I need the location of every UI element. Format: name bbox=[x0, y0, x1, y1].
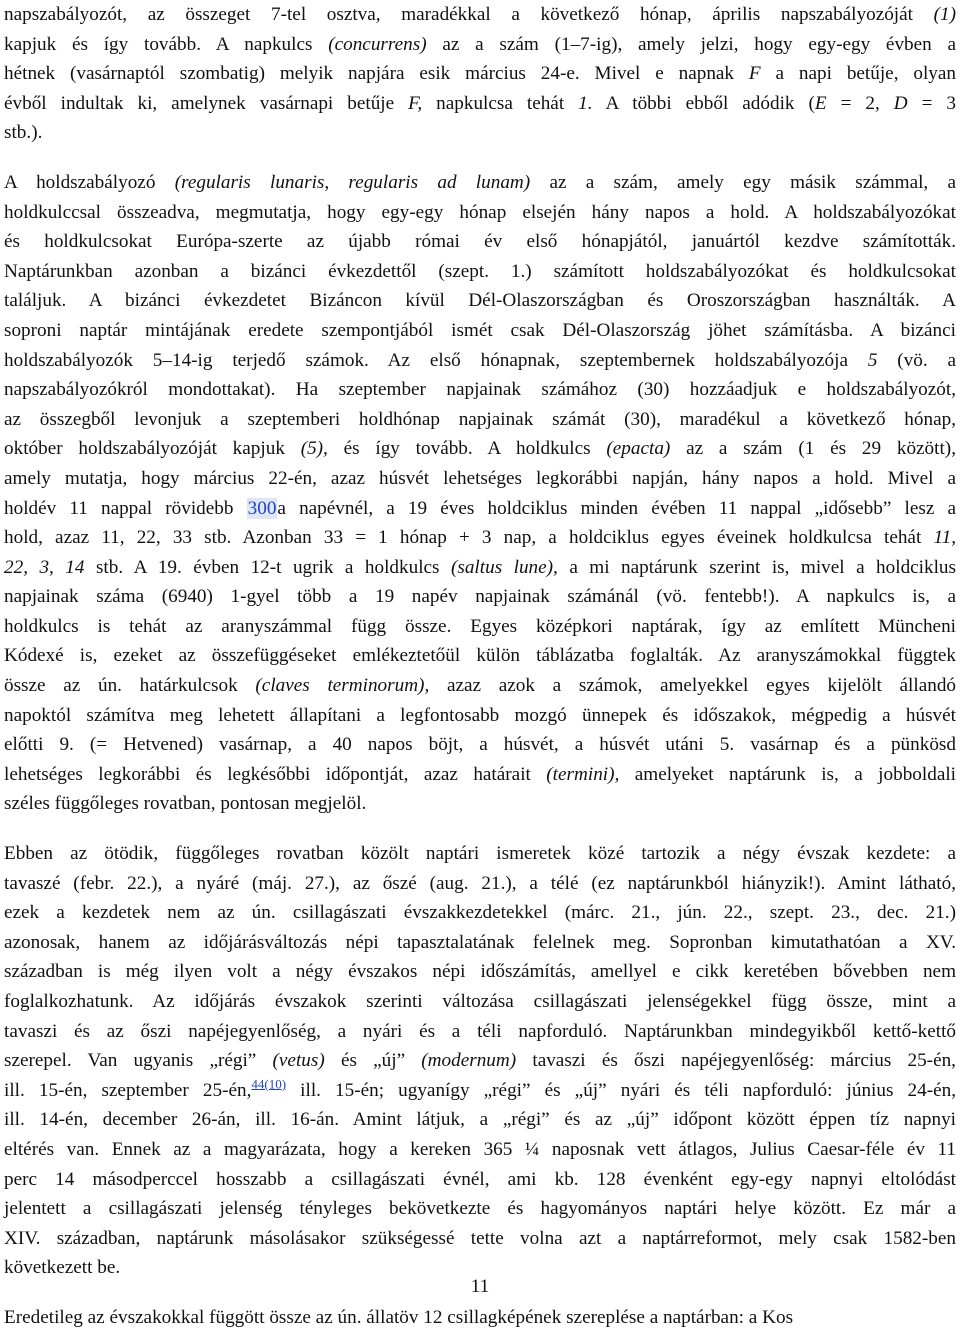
text-line: következett be. bbox=[4, 1257, 121, 1279]
text-line: A holdszabályozó (regularis lunaris, regularis ad lunam) az a szám, amely egy másik számmal, a bbox=[4, 171, 957, 193]
text-line: 22, 3, 14 stb. A 19. évben 12-t ugrik a holdkulcs (saltus lune), a mi naptárunk szerint is, mivel a holdciklus bbox=[4, 556, 956, 578]
text-line: hold, azaz 11, 22, 33 stb. Azonban 33 = 1 hónap + 3 nap, a holdciklus egyes éveinek holdkulcsa tehát 11, bbox=[4, 527, 956, 549]
text-line: holdkulccsal összeadva, megmutatja, hogy egy-egy hónap elsején hány napos a hold. A holdszabályozókat bbox=[4, 201, 956, 223]
footnote-link[interactable]: 44(10) bbox=[251, 1076, 287, 1092]
text-line: tavaszi és az őszi napéjegyenlőség, a nyári és a téli napforduló. Naptárunkban mindegyikből kettő-kettő bbox=[4, 1020, 956, 1042]
text-line: és holdkulcsokat Európa-szerte az újabb római év első hónapjától, januártól kezdve számították. bbox=[4, 231, 956, 253]
paragraph bbox=[4, 839, 956, 1283]
text-line: napszabályozót, az összeget 7-tel osztva, maradékkal a következő hónap, április napszabályozóját (1) bbox=[4, 4, 956, 25]
text-line: napjainak száma (6940) 1-gyel több a 19 napév napjainak számánál (vö. fentebb!). A napkulcs is, a bbox=[4, 586, 956, 608]
text-line: stb.). bbox=[4, 122, 43, 144]
text-line: széles függőleges rovatban, pontosan megjelöl. bbox=[4, 793, 367, 815]
text-line: holdév 11 nappal rövidebb 300a napévnél, a 19 éves holdciklus minden évében 11 nappal „idősebb” lesz a bbox=[4, 497, 956, 519]
text-line: XIV. században, naptárunk másolásakor szükségessé tette volna azt a naptárreformot, mely csak 1582-ben bbox=[4, 1227, 956, 1249]
text-line: soproni naptár mintájának eredete szempontjából ismét csak Dél-Olaszország jöhet számításba. A bizánci bbox=[4, 319, 956, 341]
paragraph-gap bbox=[4, 148, 956, 168]
text-line: Ebben az ötödik, függőleges rovatban közölt naptári ismeretek közé tartozik a négy évszak kezdete: a bbox=[4, 843, 956, 865]
paragraph bbox=[4, 1303, 956, 1333]
text-line: az összegből levonjuk a szeptemberi holdhónap napjainak számát (30), maradékul a következő hónap, bbox=[4, 408, 956, 430]
text-line: össze az ún. határkulcsok (claves terminorum), azaz azok a számok, amelyekkel egyes kijelölt állandó bbox=[4, 675, 957, 697]
text-line: évből indultak ki, amelynek vasárnapi betűje F, napkulcsa tehát 1. A többi ebből adódik (E = 2, D = 3 bbox=[4, 92, 957, 114]
document-page bbox=[4, 0, 956, 1333]
text-line: foglalkozhatunk. Az időjárás évszakok szerinti változása csillagászati jelenségekkel függ össze, mint a bbox=[4, 991, 956, 1012]
text-line: szerepel. Van ugyanis „régi” (vetus) és „új” (modernum) tavaszi és őszi napéjegyenlőség: március 25-én, bbox=[4, 1050, 956, 1072]
paragraph bbox=[4, 168, 956, 819]
text-line: tavaszé (febr. 22.), a nyáré (máj. 27.), az őszé (aug. 21.), a télé (ez naptárunkból hiányzik!). Amint látható, bbox=[4, 872, 956, 894]
text-line: jelentett a csillagászati jelenség tényleges bekövetkezte és hagyományos naptári helye között. Ez már a bbox=[4, 1198, 956, 1220]
text-line: holdszabályozók 5–14-ig terjedő számok. Az első hónapnak, szeptembernek holdszabályozója 5 (vö. a bbox=[4, 349, 957, 371]
text-line: azonosak, hanem az időjárásváltozás népi tapasztalatának felelnek meg. Sopronban kimutathatóan a XV. bbox=[4, 931, 956, 953]
text-line: perc 14 másodperccel hosszabb a csillagászati évnél, ami kb. 128 évenként egy-egy napnyi eltolódást bbox=[4, 1168, 956, 1190]
paragraph-gap bbox=[4, 819, 956, 839]
text-line: október holdszabályozóját kapjuk (5), és így tovább. A holdkulcs (epacta) az a szám (1 és 29 között), bbox=[4, 438, 956, 460]
paragraph bbox=[4, 0, 956, 148]
text-line: században is még ilyen volt a négy évszakos népi időszámítás, amellyel e cikk keretében bővebben nem bbox=[4, 961, 956, 983]
text-line: kapjuk és így tovább. A napkulcs (concurrens) az a szám (1–7-ig), amely jelzi, hogy egy-egy évben a bbox=[4, 33, 957, 55]
text-line: napszabályozókról mondottakat). Ha szeptember napjainak számához (30) hozzáadjuk e holdszabályozót, bbox=[4, 379, 956, 401]
text-line: napoktól számítva meg lehetett állapítani a legfontosabb mozgó ünnepek és időszakok, mégpedig a húsvét bbox=[4, 704, 956, 726]
text-line: lehetséges legkorábbi és legkésőbbi időpontját, azaz határait (termini), amelyeket naptárunk is, a jobboldali bbox=[4, 763, 956, 785]
text-line: Kódexé is, ezeket az összefüggéseket emlékeztetőül külön táblázatba foglalták. Az aranyszámokkal függtek bbox=[4, 645, 956, 667]
text-line: hétnek (vasárnaptól szombatig) melyik napjára esik március 24-e. Mivel e napnak F a napi betűje, olyan bbox=[4, 63, 956, 85]
text-line: ezek a kezdetek nem az ún. csillagászati évszakkezdetekkel (márc. 21., jún. 22., szept. 23., dec. 21.) bbox=[4, 902, 956, 924]
page-number: 11 bbox=[470, 1276, 490, 1297]
text-line: Eredetileg az évszakokkal függött össze az ún. állatöv 12 csillagképének szereplése a naptárban: a Kos bbox=[4, 1306, 794, 1328]
text-line: eltérés van. Ennek az a magyarázata, hogy a kereken 365 ¼ naposnak vett átlagos, Julius Caesar-féle év 11 bbox=[4, 1138, 956, 1160]
text-line: előtti 9. (= Hetvened) vasárnap, a 40 napos böjt, a húsvét, a húsvét utáni 5. vasárnap és a pünkösd bbox=[4, 734, 956, 756]
text-line: holdkulcs is tehát az aranyszámmal függ össze. Egyes középkori naptárak, így az említett Müncheni bbox=[4, 615, 956, 637]
text-line: Naptárunkban azonban a bizánci évkezdettől (szept. 1.) számított holdszabályozókat és holdkulcsokat bbox=[4, 260, 956, 282]
page-marker-link[interactable]: 300 bbox=[247, 497, 277, 519]
text-line: találjuk. A bizánci évkezdetet Bizáncon kívül Dél-Olaszországban és Oroszországban használták. A bbox=[4, 290, 956, 312]
text-line: ill. 14-én, december 26-án, ill. 16-án. Amint látjuk, a „régi” és az „új” időpont között éppen tíz napnyi bbox=[4, 1109, 956, 1131]
text-line: ill. 15-én, szeptember 25-én,$^{44(10)}$ ill. 15-én; ugyanígy „régi” és „új” nyári és téli napforduló: június 24-én, bbox=[4, 1076, 957, 1101]
text-line: amely mutatja, hogy március 22-én, azaz húsvét lehetséges legkorábbi napján, hány napos a hold. Mivel a bbox=[4, 467, 956, 489]
